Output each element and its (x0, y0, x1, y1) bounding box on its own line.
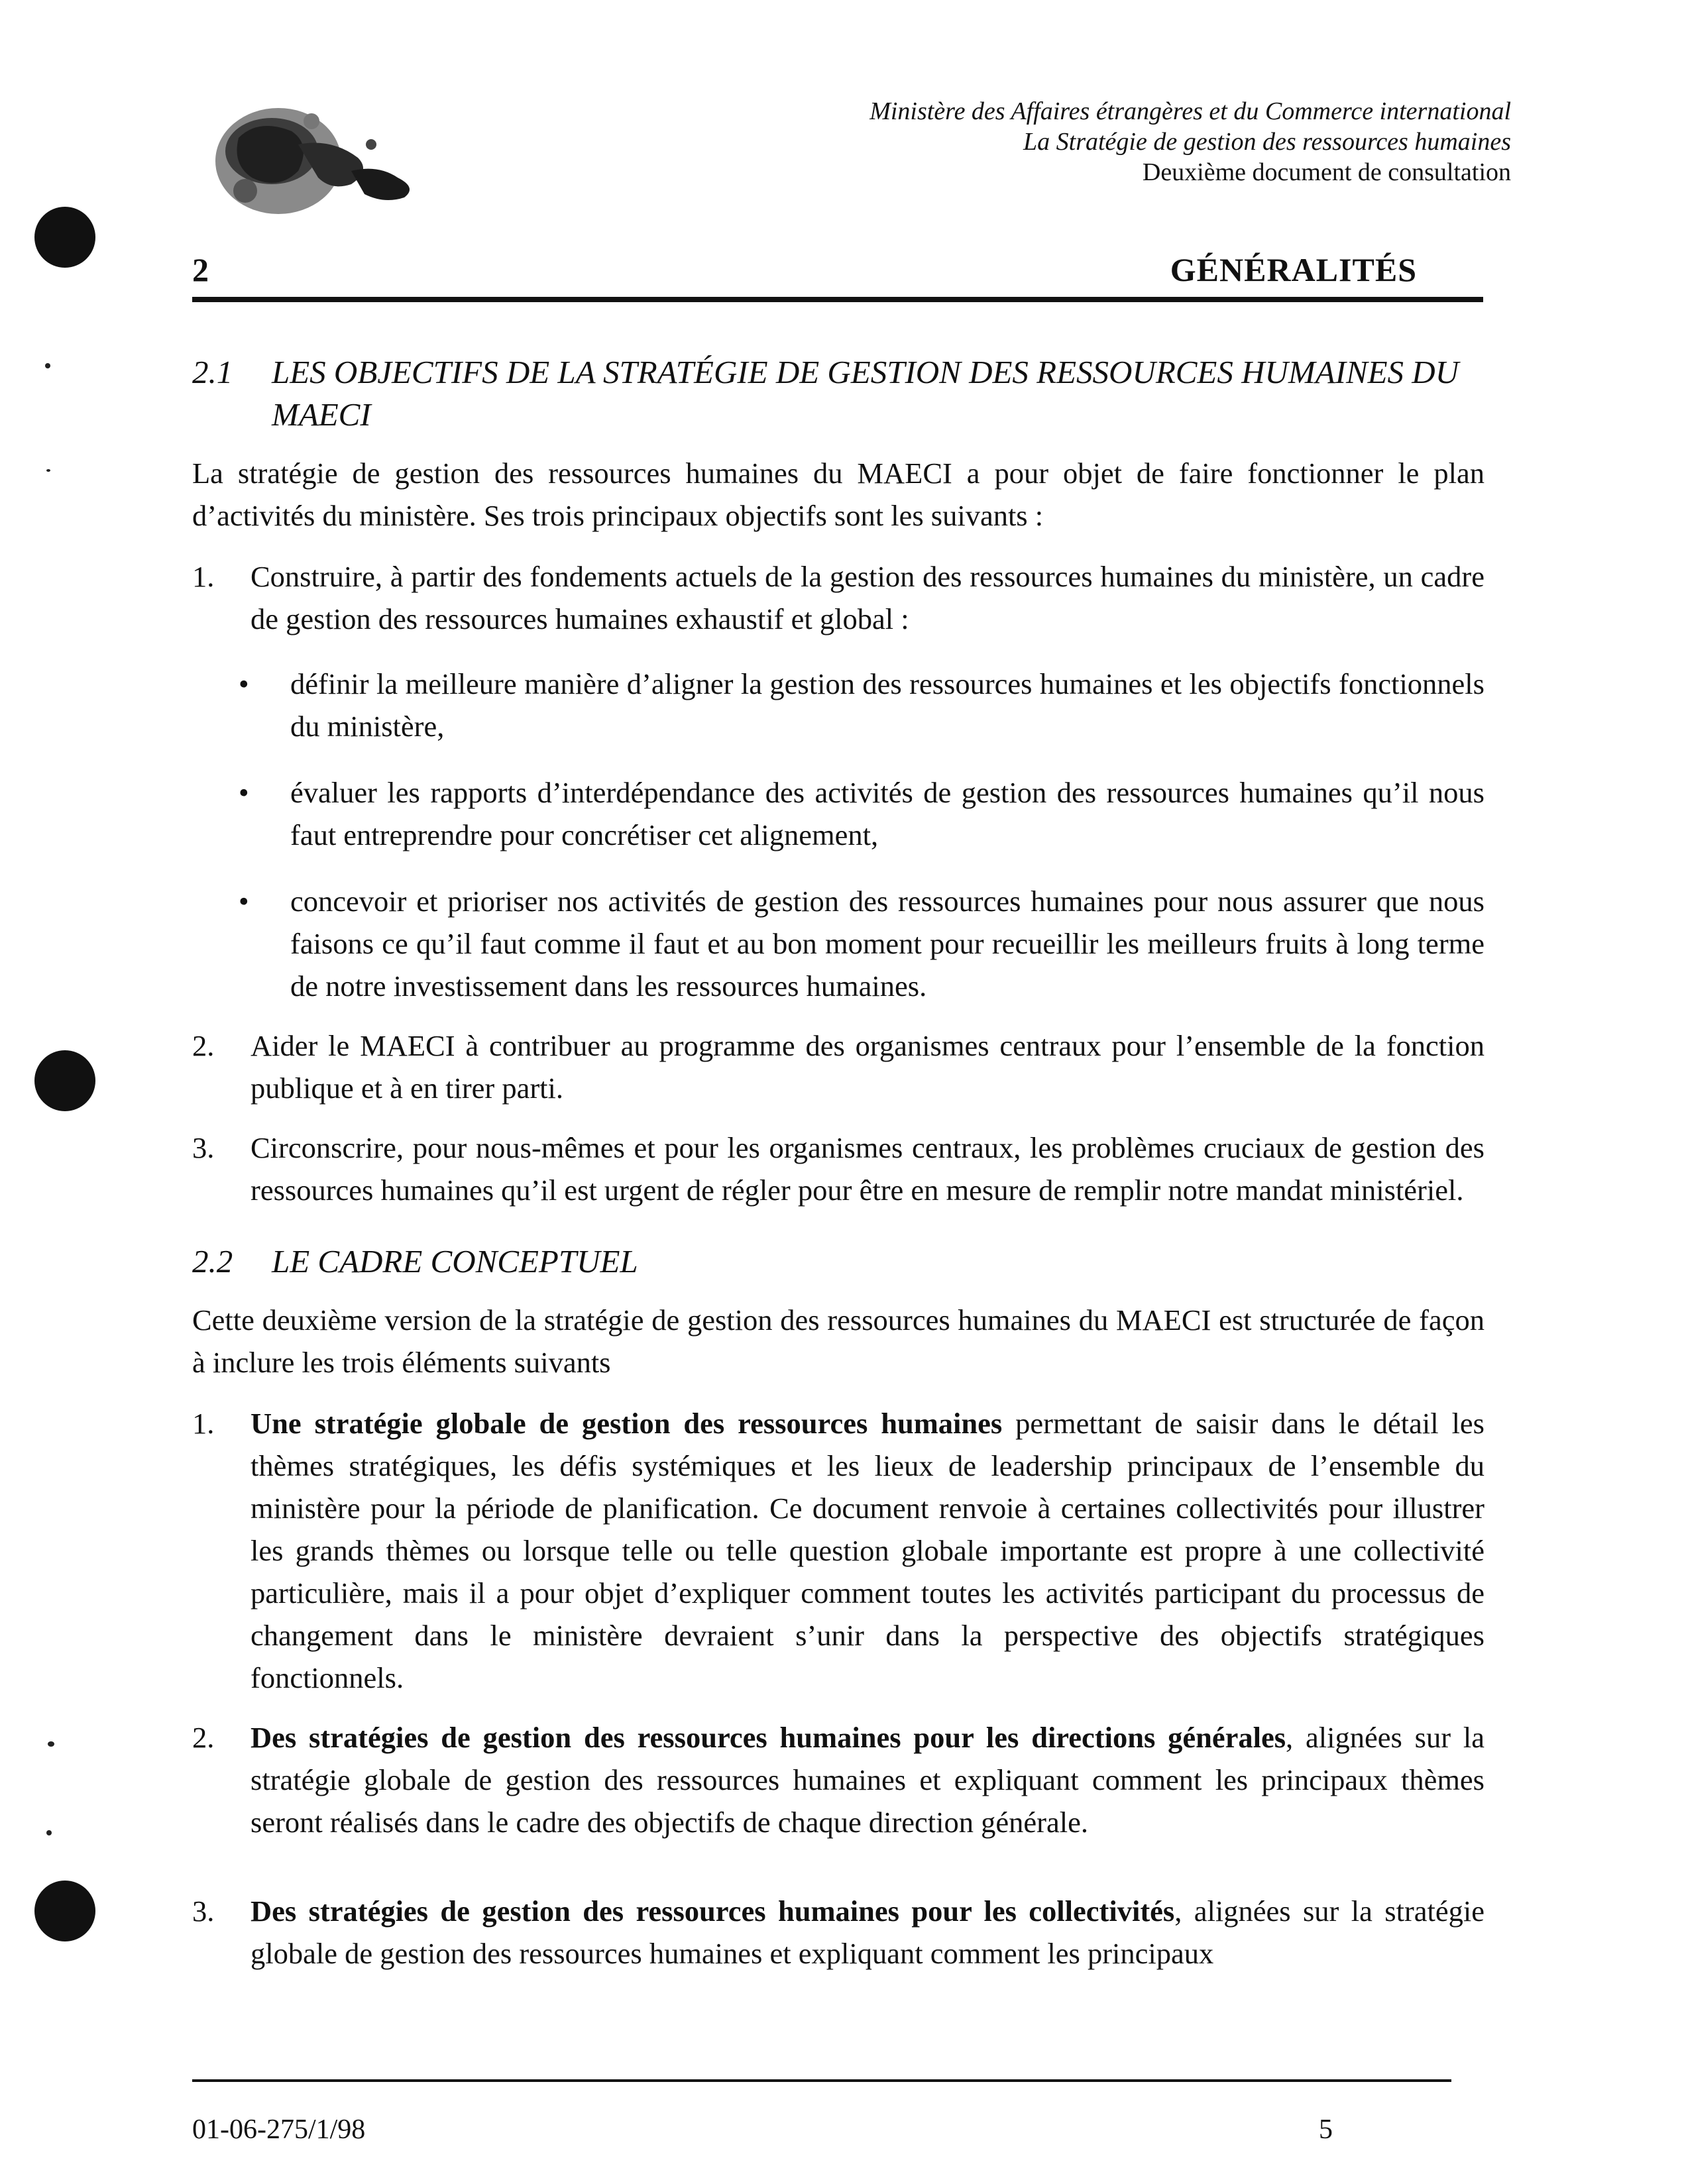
list-number: 1. (192, 560, 215, 593)
list-bold-lead: Des stratégies de gestion des ressources humaines pour les collectivités (251, 1894, 1175, 1928)
running-header (869, 96, 1511, 188)
bullet-item: • évaluer les rapports d’interdépendance des activités de gestion des ressources humaines qu’il nous faut entreprendre pour concrétiser cet alignement, (251, 771, 1485, 856)
list-text: Aider le MAECI à contribuer au programme des organismes centraux pour l’ensemble de la fonction publique et à en tirer parti. (251, 1029, 1485, 1105)
bullet-item: • définir la meilleure manière d’aligner la gestion des ressources humaines et les objectifs fonctionnels du ministère, (251, 663, 1485, 747)
list-text: Construire, à partir des fondements actuels de la gestion des ressources humaines du ministère, un cadre de gestion des ressources humaines exhaustif et global : (251, 560, 1485, 635)
subsection-number: 2.2 (192, 1243, 233, 1280)
subsection-2-2-heading (192, 1240, 1485, 1283)
binder-hole-top (34, 207, 95, 268)
scan-speck (48, 1741, 54, 1747)
list-text: Circonscrire, pour nous-mêmes et pour les organismes centraux, les problèmes cruciaux de gestion des ressources humaines qu’il est urgent de régler pour être en mesure de remplir notre mandat ministériel. (251, 1131, 1485, 1207)
list-item (192, 1024, 1485, 1109)
list-bold-lead: Une stratégie globale de gestion des ressources humaines (251, 1407, 1003, 1440)
framework-list (192, 1402, 1485, 1975)
list-bold-lead: Des stratégies de gestion des ressources humaines pour les directions générales (251, 1721, 1286, 1754)
page-number: 5 (1319, 2114, 1333, 2145)
bullet-item: • concevoir et prioriser nos activités de gestion des ressources humaines pour nous assurer que nous faisons ce qu’il faut comme il faut et au bon moment pour recueillir les meilleurs fruits à long terme de notre investissement dans les ressources humaines. (251, 880, 1485, 1007)
paragraph-intro-2-1: La stratégie de gestion des ressources humaines du MAECI a pour objet de faire fonctionner le plan d’activités du ministère. Ses trois principaux objectifs sont les suivants : (192, 457, 1485, 532)
list-item (192, 1402, 1485, 1699)
list-item (192, 1126, 1485, 1211)
list-number: 3. (192, 1131, 215, 1164)
list-item (192, 1890, 1485, 1975)
list-number: 3. (192, 1894, 215, 1928)
list-item (192, 555, 1485, 1007)
objectives-list (192, 555, 1485, 1211)
scan-speck (46, 469, 50, 472)
section-title: GÉNÉRALITÉS (1170, 251, 1417, 288)
subsection-title: LE CADRE CONCEPTUEL (272, 1243, 638, 1280)
section-number: 2 (192, 251, 209, 288)
list-text: permettant de saisir dans le détail les thèmes stratégiques, les défis systémiques et les lieux de leadership principaux de l’ensemble du ministère pour la période de planification. Ce document renvoie à certaines collectivités pour illustrer les grands thèmes ou lorsque telle ou telle question globale importante est propre à une collectivité particulière, mais il a pour objet d’expliquer comment toutes les activités participant du processus de changement dans le ministère devraient s’unir dans la perspective des objectifs stratégiques fonctionnels. (251, 1407, 1485, 1694)
subsection-number: 2.1 (192, 354, 233, 390)
subsection-title-line2: MAECI (272, 396, 371, 433)
footer-rule (192, 2079, 1451, 2082)
scan-speck (45, 363, 50, 368)
bullet-list (251, 663, 1485, 1007)
list-text: , alignées sur la stratégie globale de gestion des ressources humaines et expliquant comment les principaux thèmes seront réalisés dans le cadre des objectifs de chaque direction générale. (251, 1721, 1485, 1839)
scan-speck (46, 1830, 52, 1835)
main-content (192, 351, 1485, 1992)
header-document-label: Deuxième document de consultation (1142, 158, 1511, 186)
list-text: , alignées sur la stratégie globale de gestion des ressources humaines et expliquant comment les principaux (251, 1894, 1485, 1970)
subsection-title-line1: LES OBJECTIFS DE LA STRATÉGIE DE GESTION DES RESSOURCES HUMAINES DU (272, 354, 1459, 390)
list-number: 2. (192, 1029, 215, 1062)
paragraph-intro-2-2: Cette deuxième version de la stratégie de gestion des ressources humaines du MAECI est structurée de façon à inclure les trois éléments suivants (192, 1303, 1485, 1379)
list-number: 2. (192, 1721, 215, 1754)
list-item (192, 1716, 1485, 1843)
binder-hole-bottom (34, 1881, 95, 1941)
list-number: 1. (192, 1407, 215, 1440)
ministry-globe-logo (199, 98, 437, 231)
header-ministry: Ministère des Affaires étrangères et du Commerce international (869, 97, 1511, 125)
binder-hole-middle (34, 1050, 95, 1111)
header-strategy-title: La Stratégie de gestion des ressources humaines (1023, 128, 1511, 156)
document-code: 01-06-275/1/98 (192, 2114, 366, 2145)
subsection-2-1-heading (192, 351, 1485, 436)
section-rule (192, 297, 1483, 302)
